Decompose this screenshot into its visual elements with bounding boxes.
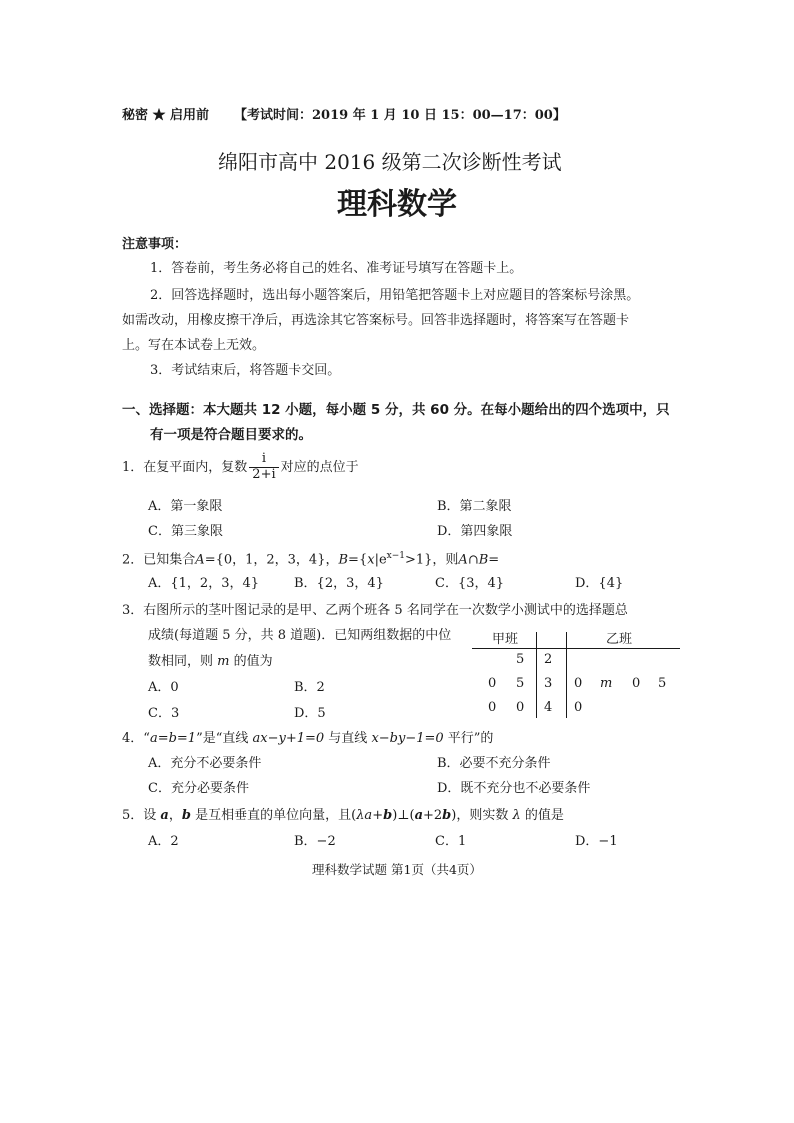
q3-option-b: B．2 xyxy=(294,680,325,695)
exam-time: 【考试时间：2019 年 1 月 10 日 15：00—17：00】 xyxy=(234,108,566,123)
q4-option-a: A．充分不必要条件 xyxy=(148,756,262,771)
question-3-line-1: 3．右图所示的茎叶图记录的是甲、乙两个班各 5 名同学在一次数学小测试中的选择题总 xyxy=(122,603,628,618)
question-number: 4． xyxy=(122,731,144,746)
q4-option-d: D．既不充分也不必要条件 xyxy=(437,781,591,796)
stem-leaf-right-header: 乙班 xyxy=(606,632,633,647)
stem: 3 xyxy=(544,676,553,691)
q3-option-c: C．3 xyxy=(148,706,180,721)
left-leaf: 5 xyxy=(516,652,525,667)
q2-option-a: A．{1，2，3，4} xyxy=(148,576,260,591)
q4-option-c: C．充分必要条件 xyxy=(148,781,249,796)
question-2: 2．已知集合A={0，1，2，3，4}，$B=\{x|e^{x-1}>1\}$，则A∩B= xyxy=(122,551,500,568)
notice-item-1: 1．答卷前，考生务必将自己的姓名、准考证号填写在答题卡上。 xyxy=(150,261,523,276)
question-5: 5．设 a，b 是互相垂直的单位向量，且(λa+b)⊥(a+2b)，则实数 λ 的值是 xyxy=(122,808,564,823)
right-leaf: 5 xyxy=(658,676,667,691)
section-heading-line-2: 有一项是符合题目要求的。 xyxy=(150,427,312,443)
q5-option-d: D．−1 xyxy=(575,834,618,849)
stem: 4 xyxy=(544,700,553,715)
q2-option-c: C．{3，4} xyxy=(435,576,505,591)
left-leaf: 0 xyxy=(488,700,497,715)
page-footer: 理科数学试题 第1页（共4页） xyxy=(312,862,482,877)
q5-option-b: B．−2 xyxy=(294,834,336,849)
section-heading-line-1: 一、选择题：本大题共 12 小题，每小题 5 分，共 60 分。在每小题给出的四个选项中，只 xyxy=(122,402,670,418)
q1-option-d: D．第四象限 xyxy=(437,524,513,539)
subject-title: 理科数学 xyxy=(337,187,457,222)
question-number: 1． xyxy=(122,459,144,475)
q5-option-a: A．2 xyxy=(148,834,179,849)
q2-option-d: D．{4} xyxy=(575,576,624,591)
q3-option-d: D．5 xyxy=(294,706,326,721)
q4-option-b: B．必要不充分条件 xyxy=(437,756,551,771)
question-3-line-2: 成绩(每道题 5 分，共 8 道题)．已知两组数据的中位 xyxy=(148,628,452,643)
question-number: 5． xyxy=(122,808,144,823)
right-leaf: 0 xyxy=(574,700,583,715)
q5-option-c: C．1 xyxy=(435,834,467,849)
q1-option-a: A．第一象限 xyxy=(148,499,223,514)
notice-item-2-line-1: 2．回答选择题时，选出每小题答案后，用铅笔把答题卡上对应题目的答案标号涂黑。 xyxy=(150,288,640,303)
stem-leaf-plot xyxy=(472,628,682,720)
notice-item-2-line-2: 如需改动，用橡皮擦干净后，再选涂其它答案标号。回答非选择题时，将答案写在答题卡 xyxy=(122,313,630,328)
stem-leaf-right-rule xyxy=(566,632,567,718)
right-leaf: 0 xyxy=(574,676,583,691)
q3-option-a: A．0 xyxy=(148,680,179,695)
stem: 2 xyxy=(544,652,553,667)
notice-item-3: 3．考试结束后，将答题卡交回。 xyxy=(150,363,341,378)
question-1: 1．在复平面内，复数 $\frac{i}{2+i}$ 对应的点位于 xyxy=(122,451,359,482)
right-leaf: 0 xyxy=(632,676,641,691)
question-3-line-3: 数相同，则 m 的值为 xyxy=(148,654,273,669)
notice-item-2-line-3: 上。写在本试卷上无效。 xyxy=(122,338,266,353)
stem-leaf-left-header: 甲班 xyxy=(492,632,519,647)
question-number: 2． xyxy=(122,552,144,568)
question-number: 3． xyxy=(122,603,144,618)
right-leaf: m xyxy=(600,676,613,691)
notice-heading: 注意事项： xyxy=(122,237,188,252)
left-leaf: 0 xyxy=(488,676,497,691)
q1-option-b: B．第二象限 xyxy=(437,499,512,514)
q2-option-b: B．{2，3，4} xyxy=(294,576,384,591)
stem-leaf-divider xyxy=(472,648,680,649)
exam-title: 绵阳市高中 2016 级第二次诊断性考试 xyxy=(218,150,562,174)
fraction: $\frac{i}{2+i}$ xyxy=(249,452,278,483)
question-4: 4．“a=b=1”是“直线 ax−y+1=0 与直线 x−by−1=0 平行”的 xyxy=(122,731,494,746)
left-leaf: 0 xyxy=(516,700,525,715)
q1-option-c: C．第三象限 xyxy=(148,524,223,539)
stem-leaf-left-rule xyxy=(536,632,537,718)
secret-label: 秘密 ★ 启用前 xyxy=(122,108,210,123)
left-leaf: 5 xyxy=(516,676,525,691)
